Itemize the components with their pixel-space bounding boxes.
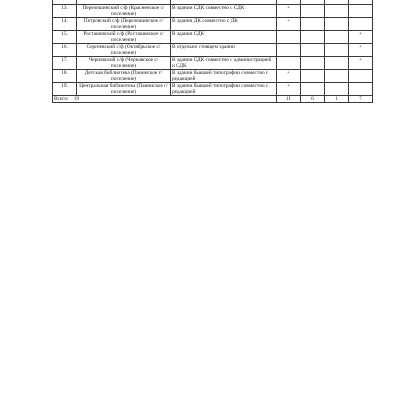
- mark-col-2: [301, 57, 325, 70]
- mark-col-1: +: [277, 18, 301, 31]
- table-body: [53, 0, 373, 103]
- row-number: 13.: [53, 5, 77, 18]
- library-name: Сергеевский с/ф (Октябрьское с/поселение): [77, 44, 171, 57]
- total-col-3: 1: [325, 96, 349, 103]
- mark-col-1: +: [277, 83, 301, 96]
- total-col-2: 0: [301, 96, 325, 103]
- mark-col-3: [325, 31, 349, 44]
- library-name: Детская библиотека (Панинское г/поселение): [77, 70, 171, 83]
- row-number: 16.: [53, 44, 77, 57]
- library-location: В здании бывшей типографии совместно с редакцией: [171, 83, 277, 96]
- library-name: Петровский с/ф (Перелешинское г/поселение): [77, 18, 171, 31]
- mark-col-1: [277, 57, 301, 70]
- table-row: [53, 70, 373, 83]
- mark-col-2: [301, 5, 325, 18]
- total-label-cell: [53, 96, 277, 103]
- table-row: [53, 57, 373, 70]
- mark-col-4: [349, 83, 373, 96]
- library-location: В здании СДК совместно с администрацией и СДК: [171, 57, 277, 70]
- mark-col-4: +: [349, 31, 373, 44]
- mark-col-2: [301, 31, 325, 44]
- mark-col-4: [349, 5, 373, 18]
- library-name: Центральная библиотека (Панинское г/поселение): [77, 83, 171, 96]
- partial-location-text: [218, 0, 229, 1]
- library-name: Росташевский с/ф (Росташевское с/поселение): [77, 31, 171, 44]
- mark-col-4: +: [349, 44, 373, 57]
- mark-col-3: [325, 44, 349, 57]
- row-number: 15.: [53, 31, 77, 44]
- mark-col-1: [277, 31, 301, 44]
- library-location: В здании бывшей типографии совместно с редакцией: [171, 70, 277, 83]
- mark-col-4: [349, 70, 373, 83]
- mark-col-3: [325, 57, 349, 70]
- table-total-row: [53, 96, 373, 103]
- total-col-4: 7: [349, 96, 373, 103]
- mark-col-1: +: [277, 5, 301, 18]
- total-col-1: 11: [277, 96, 301, 103]
- row-number: 18.: [53, 70, 77, 83]
- mark-col-3: [325, 83, 349, 96]
- libraries-table: [52, 0, 373, 103]
- row-number: 17.: [53, 57, 77, 70]
- mark-col-2: [301, 83, 325, 96]
- table-row: [53, 18, 373, 31]
- row-number: 14.: [53, 18, 77, 31]
- table-row: [53, 83, 373, 96]
- mark-col-1: +: [277, 70, 301, 83]
- mark-col-1: [277, 44, 301, 57]
- library-location: В отдельно стоящем здании: [171, 44, 277, 57]
- mark-col-4: [349, 18, 373, 31]
- total-count: 19: [73, 96, 80, 102]
- row-number: 19.: [53, 83, 77, 96]
- mark-col-2: [301, 44, 325, 57]
- mark-col-3: [325, 70, 349, 83]
- library-name: Перелешинский с/ф (Красненское с/поселение): [77, 5, 171, 18]
- mark-col-2: [301, 18, 325, 31]
- table-row: [53, 31, 373, 44]
- total-label: Всего:: [54, 96, 69, 102]
- library-name: Чернавский с/ф (Чернавское с/поселение): [77, 57, 171, 70]
- library-location: В здании СДК совместно с СДК: [171, 5, 277, 18]
- mark-col-3: [325, 5, 349, 18]
- mark-col-4: +: [349, 57, 373, 70]
- mark-col-3: [325, 18, 349, 31]
- mark-col-2: [301, 70, 325, 83]
- library-location: В здании ДК совместно с ДК: [171, 18, 277, 31]
- table-row: [53, 5, 373, 18]
- table-row: [53, 44, 373, 57]
- library-location: В здании СДК: [171, 31, 277, 44]
